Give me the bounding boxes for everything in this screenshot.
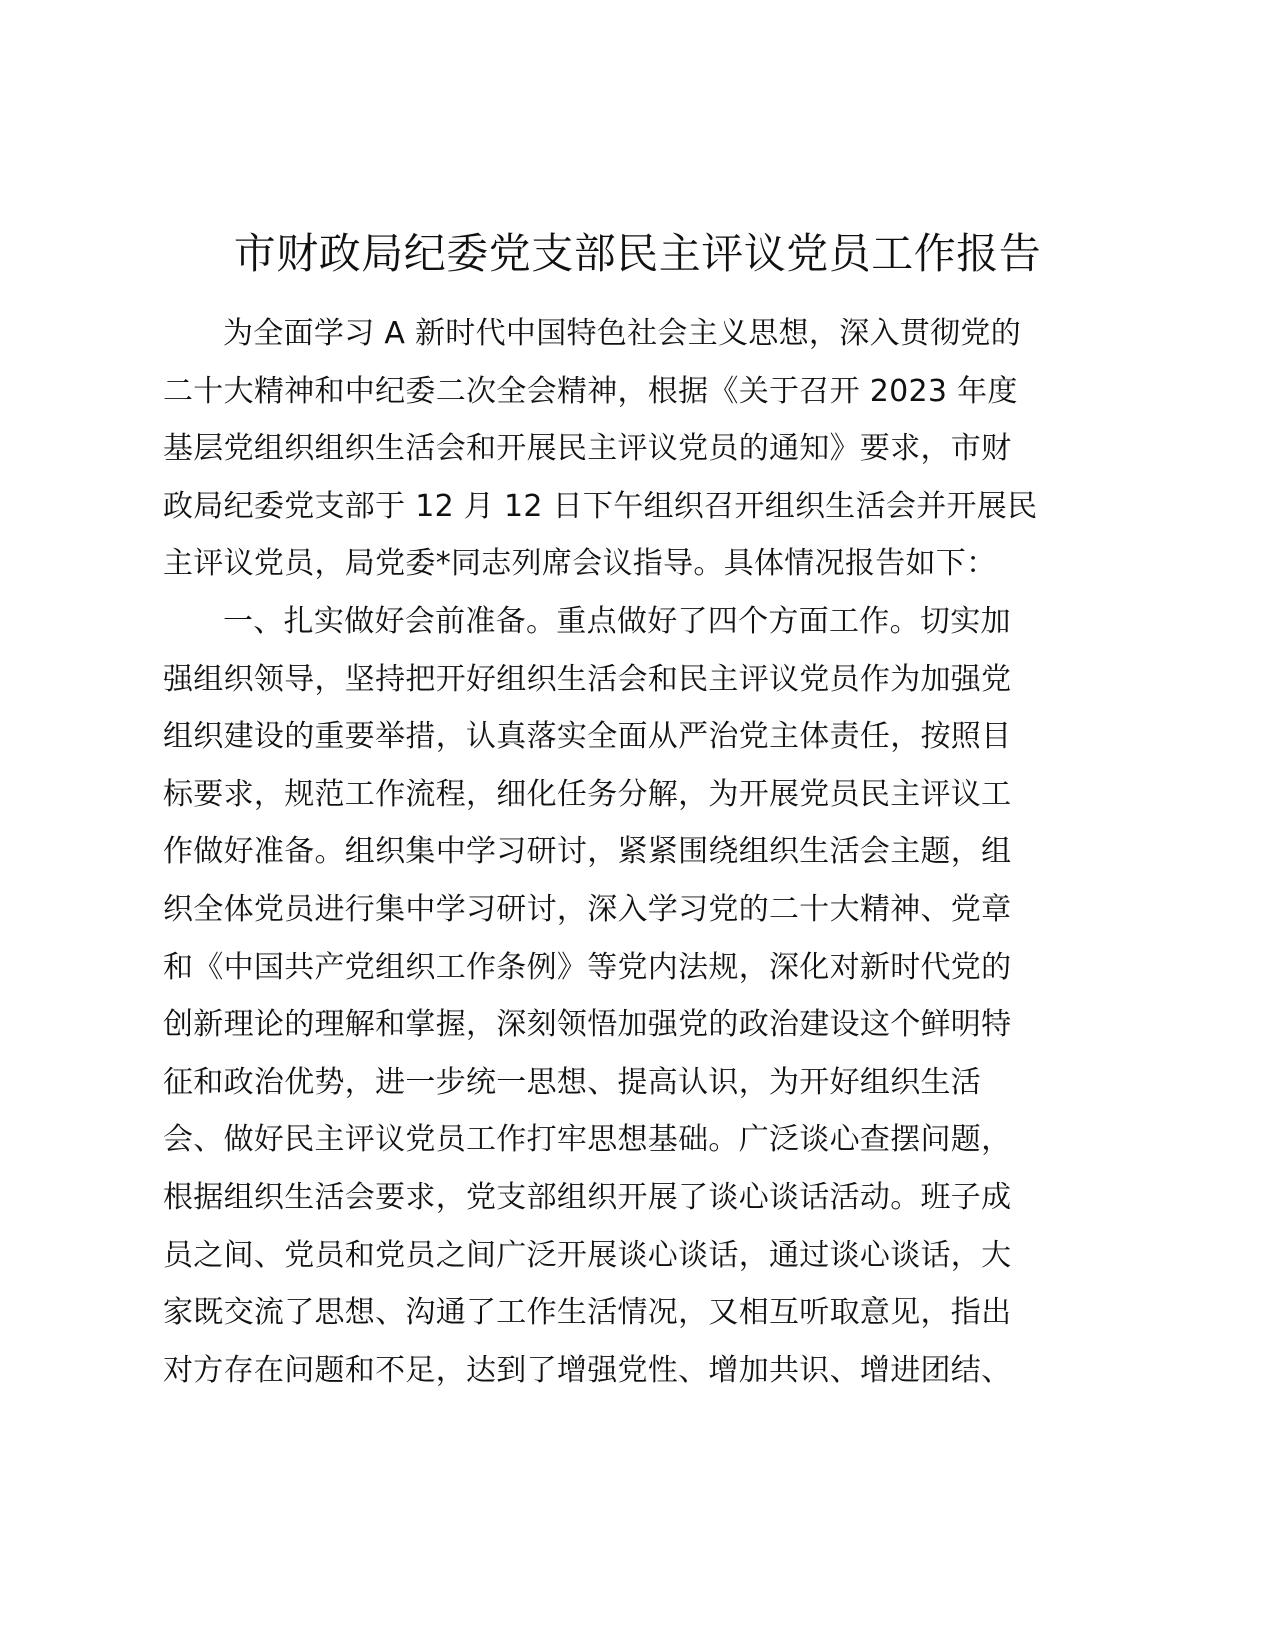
paragraph-line: 织全体党员进行集中学习研讨，深入学习党的二十大精神、党章 — [163, 891, 1012, 927]
paragraph-line: 和《中国共产党组织工作条例》等党内法规，深化对新时代党的 — [163, 949, 1012, 985]
paragraph-line: 组织建设的重要举措，认真落实全面从严治党主体责任，按照目 — [163, 719, 1012, 755]
paragraph-line: 主评议党员，局党委*同志列席会议指导。具体情况报告如下： — [163, 546, 997, 582]
paragraph-line: 家既交流了思想、沟通了工作生活情况，又相互听取意见，指出 — [163, 1295, 1012, 1331]
paragraph-line: 基层党组织组织生活会和开展民主评议党员的通知》要求，市财 — [163, 431, 1012, 467]
paragraph-line: 征和政治优势，进一步统一思想、提高认识，为开好组织生活 — [163, 1064, 982, 1100]
paragraph-line: 作做好准备。组织集中学习研讨，紧紧围绕组织生活会主题，组 — [163, 834, 1012, 870]
document-body — [163, 305, 1123, 1399]
paragraph-line: 员之间、党员和党员之间广泛开展谈心谈话，通过谈心谈话，大 — [163, 1237, 1012, 1273]
document-title: 市财政局纪委党支部民主评议党员工作报告 — [233, 229, 1042, 278]
paragraph-line: 为全面学习 A 新时代中国特色社会主义思想，深入贯彻党的 — [223, 316, 1021, 351]
paragraph-line: 强组织领导，坚持把开好组织生活会和民主评议党员作为加强党 — [163, 661, 1012, 697]
paragraph-line: 对方存在问题和不足，达到了增强党性、增加共识、增进团结、 — [163, 1352, 1012, 1388]
paragraph-line: 创新理论的理解和掌握，深刻领悟加强党的政治建设这个鲜明特 — [163, 1007, 1012, 1043]
paragraph-line: 根据组织生活会要求，党支部组织开展了谈心谈话活动。班子成 — [163, 1179, 1012, 1215]
paragraph-line: 二十大精神和中纪委二次全会精神，根据《关于召开 2023 年度 — [163, 373, 1018, 409]
paragraph-line: 一、扎实做好会前准备。重点做好了四个方面工作。切实加 — [223, 603, 1011, 639]
paragraph-line: 政局纪委党支部于 12 月 12 日下午组织召开组织生活会并开展民 — [163, 488, 1038, 524]
paragraph-line: 标要求，规范工作流程，细化任务分解，为开展党员民主评议工 — [163, 776, 1012, 812]
paragraph-line: 会、做好民主评议党员工作打牢思想基础。广泛谈心查摆问题， — [163, 1122, 1012, 1158]
